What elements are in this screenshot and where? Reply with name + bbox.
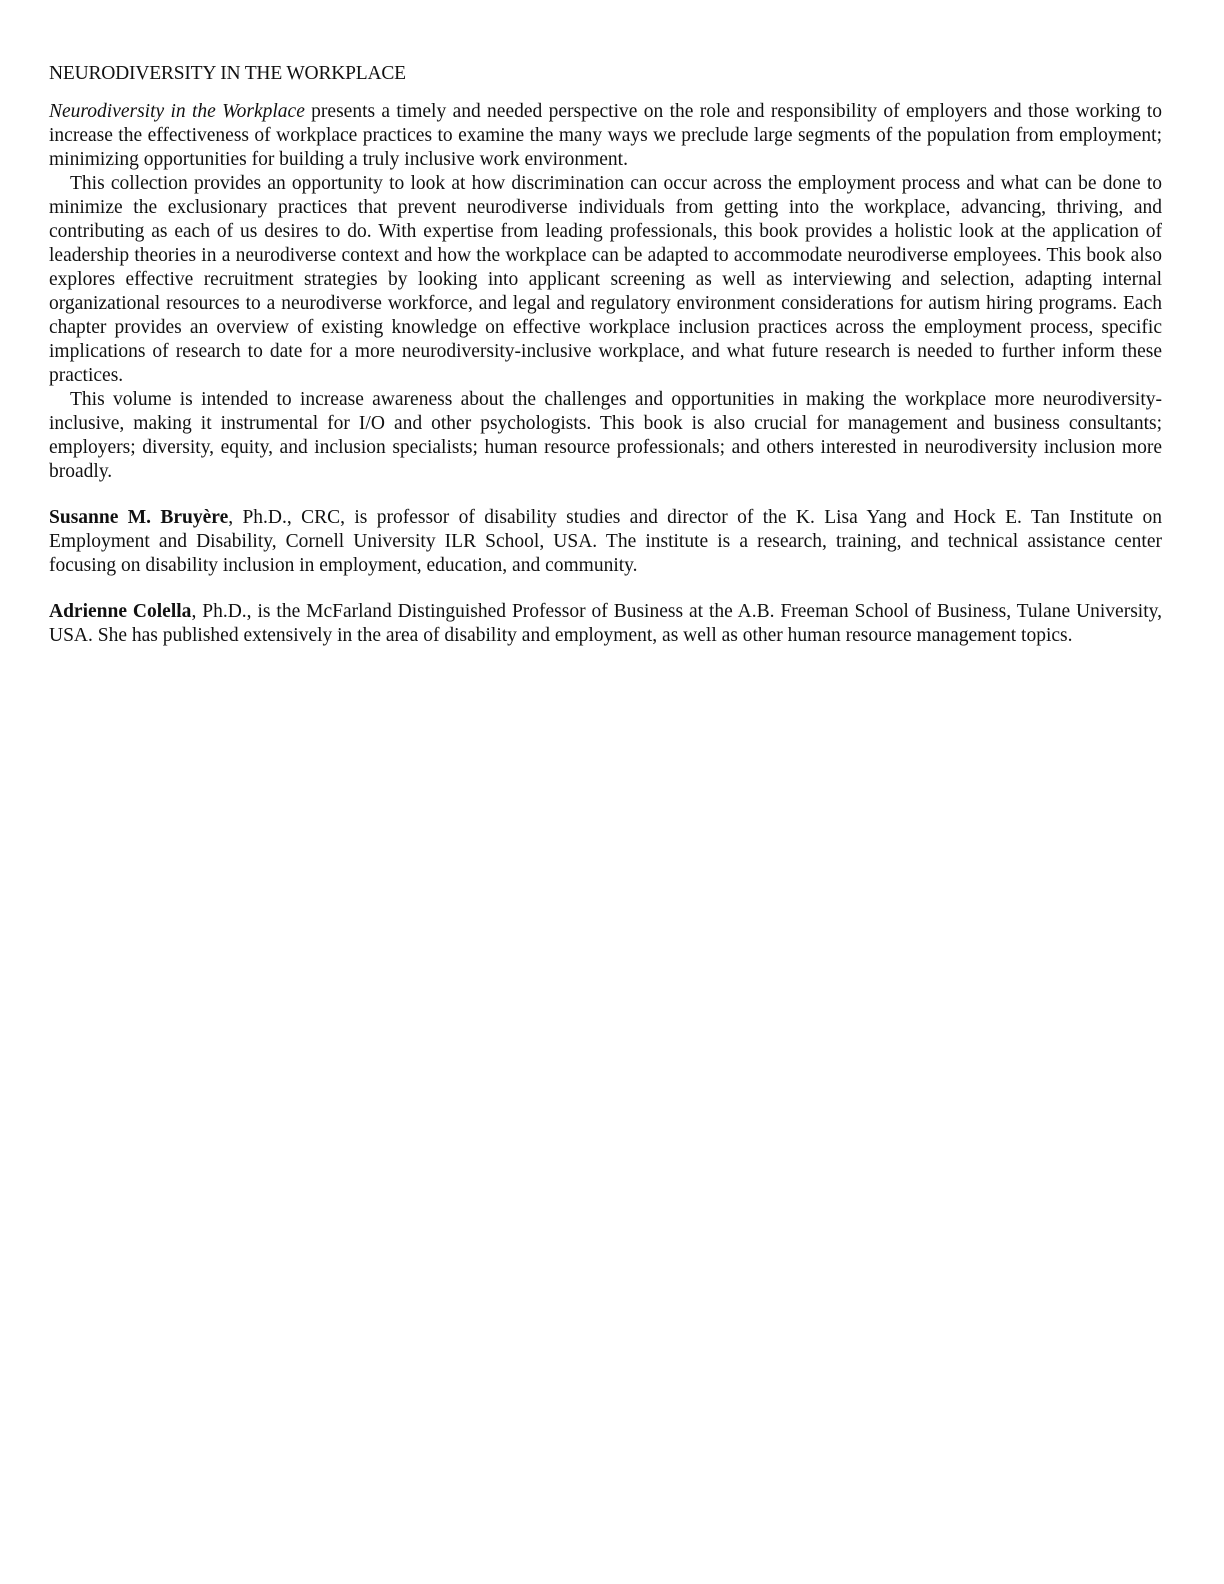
- author-name: Susanne M. Bruyère: [49, 507, 229, 528]
- author-bio-text: , Ph.D., CRC, is professor of disability studies and director of the K. Lisa Yang and Hock E. Tan Institute on Employment and Disability, Cornell University ILR School, USA. The institute is a research, training, and technical assistance center focusing on disability inclusion in employment, education, and community.: [49, 507, 1162, 576]
- intro-text: presents a timely and needed perspective on the role and responsibility of employers and those working to increase the effectiveness of workplace practices to examine the many ways we preclude large segments of the population from employment; minimizing opportunities for building a truly inclusive work environment.: [49, 101, 1162, 170]
- intro-paragraph: [49, 100, 1162, 172]
- author-bio: [49, 600, 1162, 648]
- document-page: [49, 62, 1162, 648]
- description-paragraph: This collection provides an opportunity to look at how discrimination can occur across the employment process and what can be done to minimize the exclusionary practices that prevent neurodiverse individuals from getting into the workplace, advancing, thriving, and contributing as each of us desires to do. With expertise from leading professionals, this book provides a holistic look at the application of leadership theories in a neurodiverse context and how the workplace can be adapted to accommodate neurodiverse employees. This book also explores effective recruitment strategies by looking into applicant screening as well as interviewing and selection, adapting internal organizational resources to a neurodiverse workforce, and legal and regulatory environment considerations for autism hiring programs. Each chapter provides an overview of existing knowledge on effective workplace inclusion practices across the employment process, specific implications of research to date for a more neurodiversity-inclusive workplace, and what future research is needed to further inform these practices.: [49, 173, 1162, 386]
- book-title: Neurodiversity in the Workplace: [49, 101, 305, 122]
- author-bio: [49, 506, 1162, 578]
- audience-paragraph: This volume is intended to increase awareness about the challenges and opportunities in making the workplace more neurodiversity-inclusive, making it instrumental for I/O and other psychologists. This book is also crucial for management and business consultants; employers; diversity, equity, and inclusion specialists; human resource professionals; and others interested in neurodiversity inclusion more broadly.: [49, 389, 1162, 482]
- author-bio-text: , Ph.D., is the McFarland Distinguished Professor of Business at the A.B. Freeman School of Business, Tulane University, USA. She has published extensively in the area of disability and employment, as well as other human resource management topics.: [49, 601, 1162, 646]
- page-title: NEURODIVERSITY IN THE WORKPLACE: [49, 63, 406, 84]
- author-name: Adrienne Colella: [49, 601, 192, 622]
